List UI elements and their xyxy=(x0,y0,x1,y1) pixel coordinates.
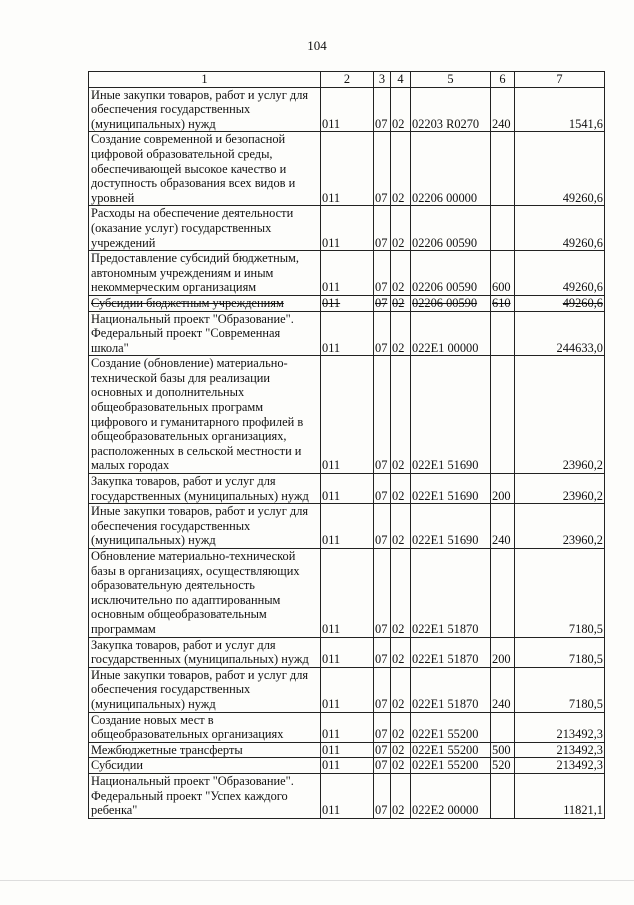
row-name-cell: Субсидии xyxy=(89,758,321,774)
row-name-cell: Иные закупки товаров, работ и услуг для обеспечения государственных (муниципальных) нужд xyxy=(89,87,321,132)
code-cell-c4: 02 xyxy=(391,206,411,251)
code-cell-c6 xyxy=(491,206,515,251)
table-row xyxy=(89,549,605,638)
code-cell-c3: 07 xyxy=(374,251,391,296)
code-cell-c4: 02 xyxy=(391,758,411,774)
code-cell-c3: 07 xyxy=(374,474,391,504)
code-cell-c3: 07 xyxy=(374,742,391,758)
code-cell-c5: 022E1 51690 xyxy=(411,474,491,504)
code-cell-c2: 011 xyxy=(321,637,374,667)
code-cell-c6: 520 xyxy=(491,758,515,774)
amount-cell: 49260,6 xyxy=(515,132,605,206)
code-cell-c3: 07 xyxy=(374,758,391,774)
code-cell-c6 xyxy=(491,311,515,356)
table-row xyxy=(89,251,605,296)
table-row xyxy=(89,311,605,356)
code-cell-c6: 240 xyxy=(491,87,515,132)
amount-cell: 244633,0 xyxy=(515,311,605,356)
row-name-cell: Предоставление субсидий бюджетным, автономным учреждениям и иным некоммерческим организациям xyxy=(89,251,321,296)
amount-cell: 49260,6 xyxy=(515,295,605,311)
code-cell-c4: 02 xyxy=(391,87,411,132)
code-cell-c3: 07 xyxy=(374,712,391,742)
code-cell-c6 xyxy=(491,549,515,638)
table-row xyxy=(89,474,605,504)
table-row xyxy=(89,637,605,667)
header-cell: 4 xyxy=(391,72,411,88)
code-cell-c2: 011 xyxy=(321,251,374,296)
code-cell-c2: 011 xyxy=(321,667,374,712)
code-cell-c5: 022E1 51870 xyxy=(411,667,491,712)
page-edge-line xyxy=(0,880,634,881)
amount-cell: 7180,5 xyxy=(515,549,605,638)
code-cell-c3: 07 xyxy=(374,311,391,356)
code-cell-c5: 022E1 55200 xyxy=(411,758,491,774)
table-row xyxy=(89,356,605,474)
row-name-cell: Иные закупки товаров, работ и услуг для обеспечения государственных (муниципальных) нужд xyxy=(89,667,321,712)
code-cell-c5: 022E1 51870 xyxy=(411,549,491,638)
code-cell-c2: 011 xyxy=(321,206,374,251)
code-cell-c3: 07 xyxy=(374,206,391,251)
code-cell-c3: 07 xyxy=(374,504,391,549)
code-cell-c4: 02 xyxy=(391,742,411,758)
code-cell-c4: 02 xyxy=(391,474,411,504)
code-cell-c5: 022E1 51870 xyxy=(411,637,491,667)
row-name-cell: Обновление материально-технической базы в организациях, осуществляющих образовательную деятельность исключительно по адаптированным основным общеобразовательным программам xyxy=(89,549,321,638)
amount-cell: 49260,6 xyxy=(515,251,605,296)
code-cell-c3: 07 xyxy=(374,637,391,667)
amount-cell: 23960,2 xyxy=(515,474,605,504)
amount-cell: 49260,6 xyxy=(515,206,605,251)
table-row xyxy=(89,712,605,742)
header-cell: 7 xyxy=(515,72,605,88)
code-cell-c3: 07 xyxy=(374,667,391,712)
row-name-cell: Закупка товаров, работ и услуг для государственных (муниципальных) нужд xyxy=(89,637,321,667)
code-cell-c4: 02 xyxy=(391,667,411,712)
code-cell-c5: 02206 00590 xyxy=(411,206,491,251)
table-row xyxy=(89,87,605,132)
row-name-cell: Создание (обновление) материально-технической базы для реализации основных и дополнительных общеобразовательных программ цифрового и гуманитарного профилей в общеобразовательных организациях, расположенных в сельской местности и малых городах xyxy=(89,356,321,474)
amount-cell: 213492,3 xyxy=(515,742,605,758)
code-cell-c5: 022E1 00000 xyxy=(411,311,491,356)
code-cell-c2: 011 xyxy=(321,758,374,774)
table-header-row xyxy=(89,72,605,88)
header-cell: 1 xyxy=(89,72,321,88)
row-name-cell: Межбюджетные трансферты xyxy=(89,742,321,758)
code-cell-c2: 011 xyxy=(321,295,374,311)
code-cell-c6 xyxy=(491,132,515,206)
row-name-cell: Иные закупки товаров, работ и услуг для обеспечения государственных (муниципальных) нужд xyxy=(89,504,321,549)
code-cell-c6 xyxy=(491,356,515,474)
code-cell-c4: 02 xyxy=(391,132,411,206)
code-cell-c5: 022E1 55200 xyxy=(411,742,491,758)
table-row xyxy=(89,206,605,251)
row-name-cell: Создание современной и безопасной цифровой образовательной среды, обеспечивающей высокое качество и доступность образования всех видов и уровней xyxy=(89,132,321,206)
code-cell-c6: 610 xyxy=(491,295,515,311)
table-row xyxy=(89,742,605,758)
code-cell-c6: 200 xyxy=(491,474,515,504)
header-cell: 3 xyxy=(374,72,391,88)
page-number: 104 xyxy=(307,38,327,53)
code-cell-c4: 02 xyxy=(391,295,411,311)
code-cell-c6: 600 xyxy=(491,251,515,296)
code-cell-c4: 02 xyxy=(391,311,411,356)
amount-cell: 1541,6 xyxy=(515,87,605,132)
code-cell-c3: 07 xyxy=(374,295,391,311)
amount-cell: 23960,2 xyxy=(515,504,605,549)
code-cell-c3: 07 xyxy=(374,132,391,206)
table-row xyxy=(89,773,605,818)
amount-cell: 213492,3 xyxy=(515,758,605,774)
code-cell-c4: 02 xyxy=(391,251,411,296)
header-cell: 6 xyxy=(491,72,515,88)
row-name-cell: Национальный проект "Образование". Федеральный проект "Успех каждого ребенка" xyxy=(89,773,321,818)
code-cell-c4: 02 xyxy=(391,712,411,742)
code-cell-c5: 02206 00000 xyxy=(411,132,491,206)
code-cell-c2: 011 xyxy=(321,87,374,132)
row-name-cell: Создание новых мест в общеобразовательных организациях xyxy=(89,712,321,742)
code-cell-c6: 500 xyxy=(491,742,515,758)
code-cell-c5: 022E1 51690 xyxy=(411,504,491,549)
amount-cell: 23960,2 xyxy=(515,356,605,474)
code-cell-c3: 07 xyxy=(374,87,391,132)
code-cell-c3: 07 xyxy=(374,549,391,638)
row-name-cell: Закупка товаров, работ и услуг для государственных (муниципальных) нужд xyxy=(89,474,321,504)
code-cell-c4: 02 xyxy=(391,637,411,667)
row-name-cell: Субсидии бюджетным учреждениям xyxy=(89,295,321,311)
code-cell-c5: 022E1 55200 xyxy=(411,712,491,742)
table-row xyxy=(89,504,605,549)
code-cell-c5: 02206 00590 xyxy=(411,251,491,296)
code-cell-c2: 011 xyxy=(321,356,374,474)
code-cell-c6 xyxy=(491,773,515,818)
row-name-cell: Расходы на обеспечение деятельности (оказание услуг) государственных учреждений xyxy=(89,206,321,251)
code-cell-c2: 011 xyxy=(321,311,374,356)
amount-cell: 213492,3 xyxy=(515,712,605,742)
header-cell: 2 xyxy=(321,72,374,88)
code-cell-c2: 011 xyxy=(321,504,374,549)
table-row xyxy=(89,667,605,712)
code-cell-c4: 02 xyxy=(391,773,411,818)
code-cell-c5: 02206 00590 xyxy=(411,295,491,311)
code-cell-c4: 02 xyxy=(391,356,411,474)
budget-table xyxy=(88,71,605,819)
code-cell-c6: 200 xyxy=(491,637,515,667)
code-cell-c2: 011 xyxy=(321,773,374,818)
amount-cell: 11821,1 xyxy=(515,773,605,818)
code-cell-c5: 022E1 51690 xyxy=(411,356,491,474)
code-cell-c2: 011 xyxy=(321,742,374,758)
code-cell-c6: 240 xyxy=(491,504,515,549)
amount-cell: 7180,5 xyxy=(515,637,605,667)
code-cell-c4: 02 xyxy=(391,504,411,549)
code-cell-c2: 011 xyxy=(321,132,374,206)
row-name-cell: Национальный проект "Образование". Федеральный проект "Современная школа" xyxy=(89,311,321,356)
code-cell-c6: 240 xyxy=(491,667,515,712)
code-cell-c2: 011 xyxy=(321,474,374,504)
code-cell-c3: 07 xyxy=(374,356,391,474)
code-cell-c4: 02 xyxy=(391,549,411,638)
amount-cell: 7180,5 xyxy=(515,667,605,712)
code-cell-c2: 011 xyxy=(321,549,374,638)
code-cell-c5: 022E2 00000 xyxy=(411,773,491,818)
table-row xyxy=(89,132,605,206)
code-cell-c5: 02203 R0270 xyxy=(411,87,491,132)
table-row xyxy=(89,758,605,774)
header-cell: 5 xyxy=(411,72,491,88)
code-cell-c6 xyxy=(491,712,515,742)
table-row xyxy=(89,295,605,311)
code-cell-c3: 07 xyxy=(374,773,391,818)
code-cell-c2: 011 xyxy=(321,712,374,742)
